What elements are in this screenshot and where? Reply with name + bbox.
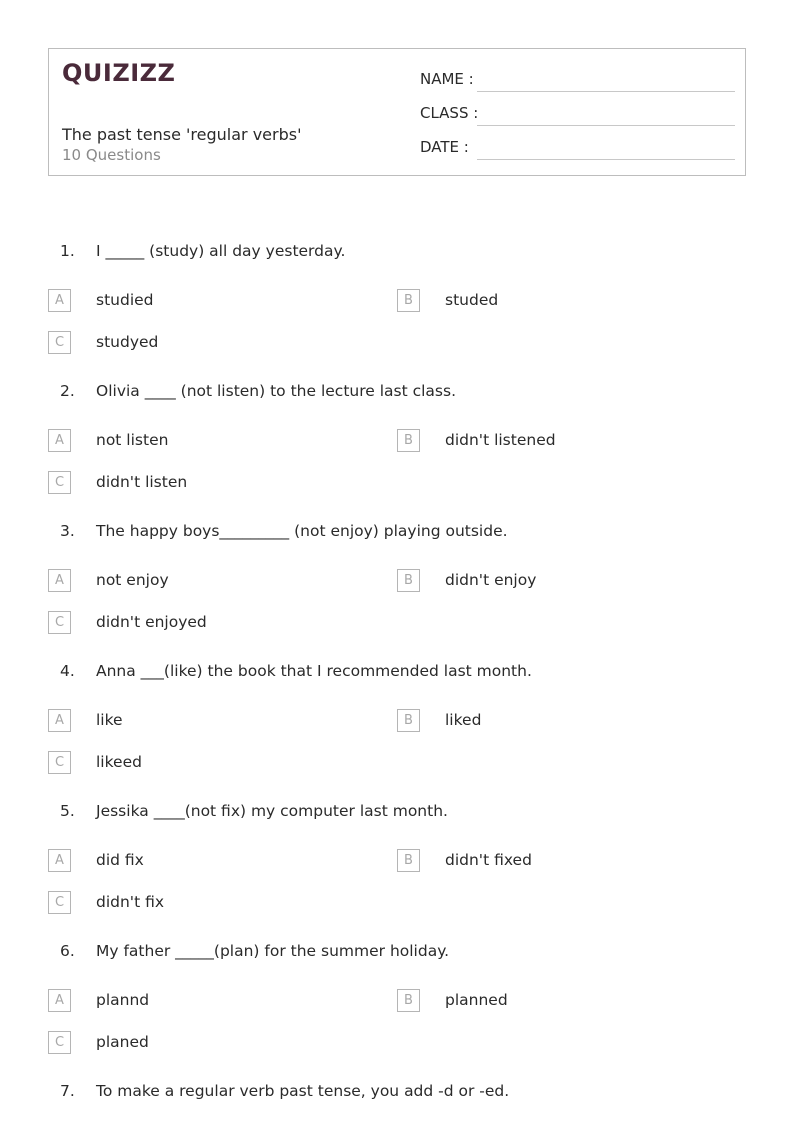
question-7 <box>0 1082 794 1112</box>
name-label: NAME : <box>420 70 474 88</box>
option-b-text: liked <box>445 711 482 729</box>
question-3 <box>0 522 794 662</box>
option-b-box[interactable]: B <box>397 849 420 872</box>
option-c-box[interactable]: C <box>48 1031 71 1054</box>
option-a-box[interactable]: A <box>48 849 71 872</box>
option-b-text: planned <box>445 991 508 1009</box>
option-a-text: plannd <box>96 991 150 1009</box>
question-number: 3. <box>60 522 75 540</box>
question-5 <box>0 802 794 942</box>
option-c-box[interactable]: C <box>48 471 71 494</box>
question-number: 1. <box>60 242 75 260</box>
class-line[interactable] <box>477 125 735 126</box>
option-a-box[interactable]: A <box>48 289 71 312</box>
question-number: 2. <box>60 382 75 400</box>
option-b-text: didn't listened <box>445 431 556 449</box>
option-b-box[interactable]: B <box>397 989 420 1012</box>
name-field <box>420 68 735 92</box>
option-c-text: didn't fix <box>96 893 165 911</box>
option-a-box[interactable]: A <box>48 429 71 452</box>
name-line[interactable] <box>477 91 735 92</box>
option-c-box[interactable]: C <box>48 611 71 634</box>
option-c-text: likeed <box>96 753 142 771</box>
question-1 <box>0 242 794 382</box>
question-text: My father _____(plan) for the summer holiday. <box>96 942 450 960</box>
question-number: 4. <box>60 662 75 680</box>
option-a-text: studied <box>96 291 154 309</box>
date-line[interactable] <box>477 159 735 160</box>
option-c-text: planed <box>96 1033 149 1051</box>
option-b-box[interactable]: B <box>397 429 420 452</box>
option-c-box[interactable]: C <box>48 331 71 354</box>
question-text: I _____ (study) all day yesterday. <box>96 242 346 260</box>
option-c-box[interactable]: C <box>48 751 71 774</box>
class-field <box>420 102 735 126</box>
option-a-text: did fix <box>96 851 144 869</box>
option-a-box[interactable]: A <box>48 709 71 732</box>
option-c-text: didn't enjoyed <box>96 613 207 631</box>
option-c-box[interactable]: C <box>48 891 71 914</box>
worksheet-title: The past tense 'regular verbs' <box>62 125 302 144</box>
question-text: Jessika ____(not fix) my computer last month. <box>96 802 448 820</box>
question-text: Anna ___(like) the book that I recommended last month. <box>96 662 532 680</box>
option-a-box[interactable]: A <box>48 989 71 1012</box>
option-b-box[interactable]: B <box>397 289 420 312</box>
question-text: Olivia ____ (not listen) to the lecture last class. <box>96 382 457 400</box>
option-b-text: didn't enjoy <box>445 571 537 589</box>
option-a-text: like <box>96 711 123 729</box>
question-number: 5. <box>60 802 75 820</box>
option-a-text: not listen <box>96 431 169 449</box>
question-count: 10 Questions <box>62 146 161 164</box>
option-b-text: studed <box>445 291 499 309</box>
question-2 <box>0 382 794 522</box>
option-c-text: studyed <box>96 333 159 351</box>
question-text: To make a regular verb past tense, you add -d or -ed. <box>96 1082 510 1100</box>
question-number: 7. <box>60 1082 75 1100</box>
option-c-text: didn't listen <box>96 473 188 491</box>
quizizz-logo: QUIZIZZ <box>62 59 176 87</box>
date-field <box>420 136 735 160</box>
question-4 <box>0 662 794 802</box>
question-text: The happy boys_________ (not enjoy) playing outside. <box>96 522 508 540</box>
option-a-text: not enjoy <box>96 571 169 589</box>
class-label: CLASS : <box>420 104 479 122</box>
worksheet-header <box>48 48 746 176</box>
option-b-box[interactable]: B <box>397 709 420 732</box>
option-a-box[interactable]: A <box>48 569 71 592</box>
option-b-box[interactable]: B <box>397 569 420 592</box>
date-label: DATE : <box>420 138 469 156</box>
question-number: 6. <box>60 942 75 960</box>
question-6 <box>0 942 794 1082</box>
option-b-text: didn't fixed <box>445 851 532 869</box>
